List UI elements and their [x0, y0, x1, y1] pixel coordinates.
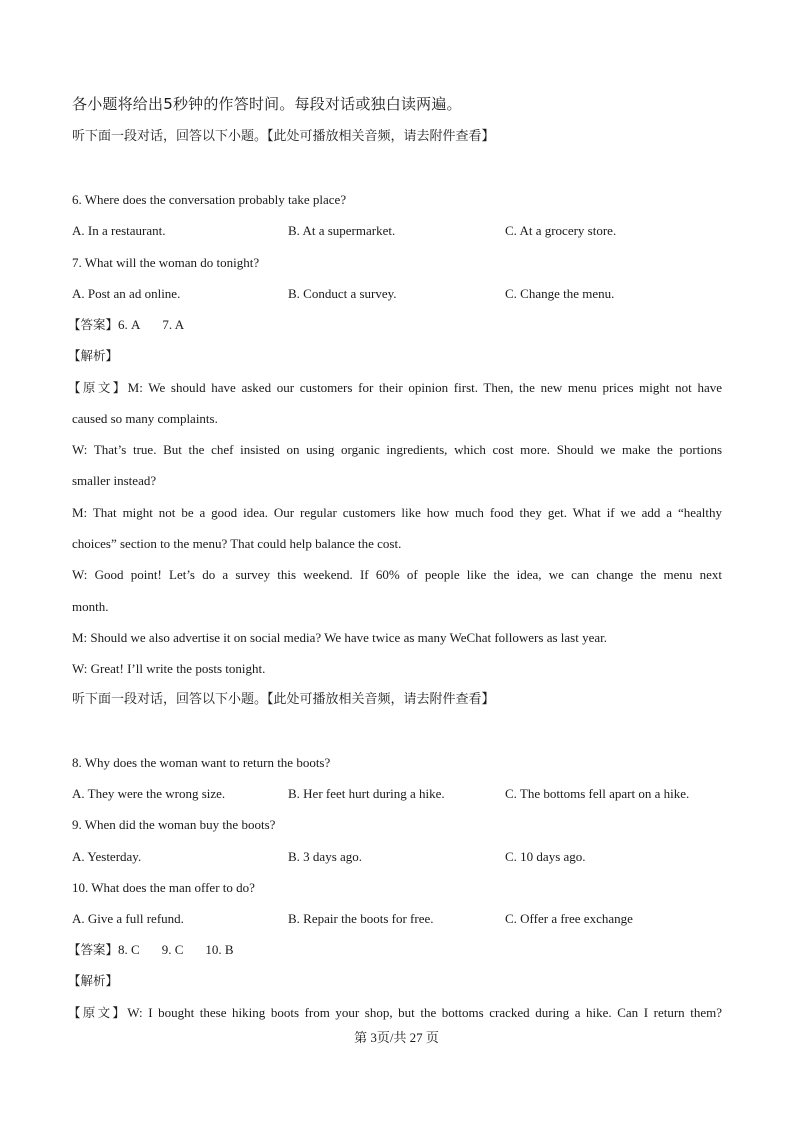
analysis-label: 【解析】: [68, 973, 119, 988]
transcript-line: choices” section to the menu? That could help balance the cost.: [72, 536, 402, 551]
answer-line: [68, 317, 185, 333]
option-a: A. They were the wrong size.: [72, 786, 226, 801]
transcript-line: W: That’s true. But the chef insisted on using organic ingredients, which cost more. Should we make the portions: [72, 442, 722, 457]
option-a: A. Post an ad online.: [72, 286, 181, 301]
transcript-line: M: That might not be a good idea. Our regular customers like how much food they get. What if we add a “healthy: [72, 505, 722, 520]
answer-label: 【答案】: [68, 317, 119, 332]
page-number: 第 3页/共 27 页: [354, 1030, 439, 1045]
option-b: B. Repair the boots for free.: [288, 911, 434, 926]
answer-item: 8. C: [118, 942, 140, 957]
option-c: C. Change the menu.: [505, 286, 615, 301]
answer-line: [68, 942, 234, 958]
question-stem: 6. Where does the conversation probably take place?: [72, 192, 347, 207]
option-c: C. The bottoms fell apart on a hike.: [505, 786, 690, 801]
transcript-line: caused so many complaints.: [72, 411, 218, 426]
transcript-line: W: Great! I’ll write the posts tonight.: [72, 661, 266, 676]
transcript-line: month.: [72, 599, 109, 614]
listen-note: 听下面一段对话，回答以下小题。【此处可播放相关音频，请去附件查看】: [72, 129, 495, 144]
original-label: 【原文】: [68, 380, 128, 395]
option-b: B. Conduct a survey.: [288, 286, 397, 301]
transcript-line: W: Good point! Let’s do a survey this weekend. If 60% of people like the idea, we can change the menu next: [72, 567, 722, 582]
question-stem: 9. When did the woman buy the boots?: [72, 817, 276, 832]
option-c: C. Offer a free exchange: [505, 911, 633, 926]
option-c: C. 10 days ago.: [505, 849, 586, 864]
option-b: B. 3 days ago.: [288, 849, 363, 864]
answer-item: 10. B: [205, 942, 234, 957]
option-a: A. In a restaurant.: [72, 223, 166, 238]
option-b: B. At a supermarket.: [288, 223, 396, 238]
question-stem: 7. What will the woman do tonight?: [72, 255, 260, 270]
question-stem: 8. Why does the woman want to return the boots?: [72, 755, 331, 770]
analysis-line: [68, 348, 119, 364]
analysis-line: [68, 973, 119, 989]
option-b: B. Her feet hurt during a hike.: [288, 786, 445, 801]
transcript-line: 【原文】W: I bought these hiking boots from your shop, but the bottoms cracked during a hike. Can I return them?: [68, 1005, 722, 1020]
option-c: C. At a grocery store.: [505, 223, 617, 238]
option-a: A. Give a full refund.: [72, 911, 184, 926]
transcript-line: M: Should we also advertise it on social media? We have twice as many WeChat followers as last year.: [72, 630, 607, 645]
answer-item: 6. A: [118, 317, 141, 332]
analysis-label: 【解析】: [68, 348, 119, 363]
instruction-line: 各小题将给出5秒钟的作答时间。每段对话或独白读两遍。: [72, 95, 462, 113]
answer-label: 【答案】: [68, 942, 119, 957]
option-a: A. Yesterday.: [72, 849, 142, 864]
transcript-line: 【原文】M: We should have asked our customers for their opinion first. Then, the new menu prices might not have: [68, 380, 722, 395]
answer-item: 7. A: [162, 317, 185, 332]
original-label: 【原文】: [68, 1005, 128, 1020]
transcript-line: smaller instead?: [72, 473, 157, 488]
answer-item: 9. C: [161, 942, 184, 957]
question-stem: 10. What does the man offer to do?: [72, 880, 255, 895]
listen-note: 听下面一段对话，回答以下小题。【此处可播放相关音频，请去附件查看】: [72, 692, 495, 707]
